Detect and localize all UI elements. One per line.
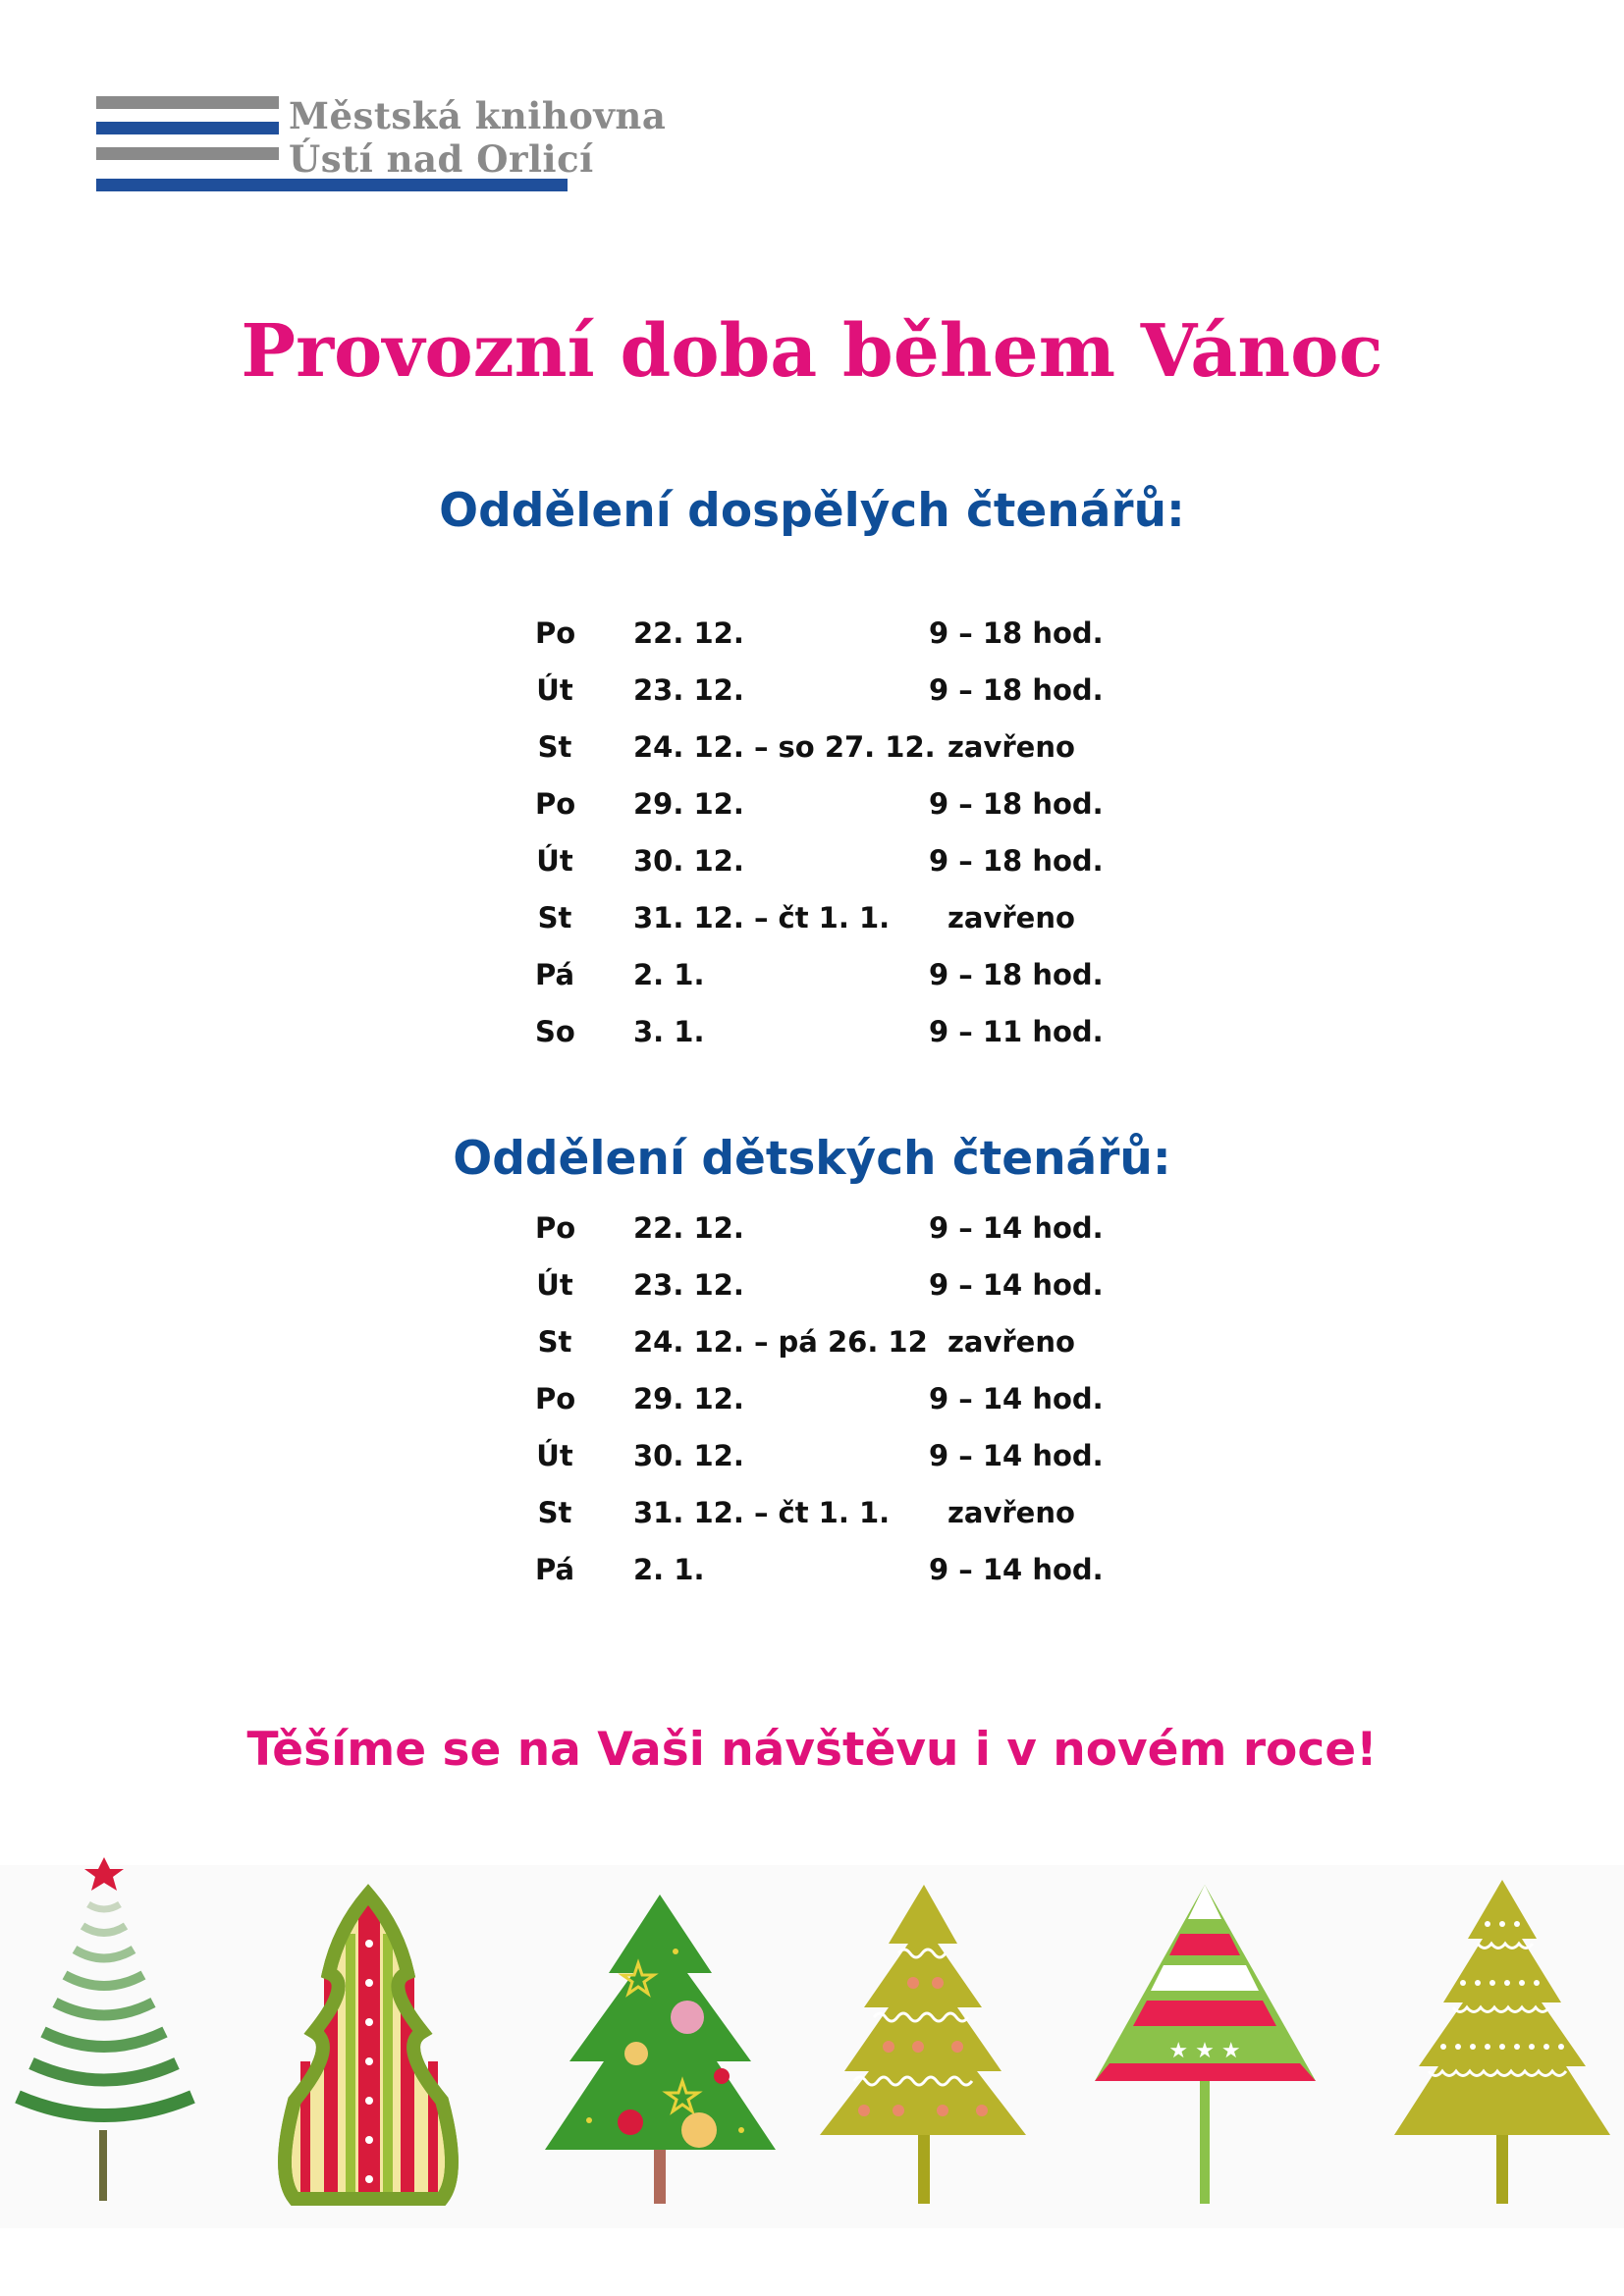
- row-date: 24. 12. – so 27. 12.: [633, 730, 936, 764]
- schedule-row: [0, 1549, 1624, 1606]
- row-date: 22. 12.: [633, 1211, 744, 1245]
- row-hours: zavřeno: [947, 1496, 1075, 1529]
- children-schedule: [0, 1207, 1624, 1606]
- logo-line-2: Ústí nad Orlicí: [289, 137, 594, 181]
- row-date: 2. 1.: [633, 1553, 705, 1586]
- row-day: St: [537, 1496, 572, 1529]
- row-hours: 9 – 14 hod.: [929, 1553, 1104, 1586]
- row-day: St: [537, 1325, 572, 1359]
- row-date: 30. 12.: [633, 1439, 744, 1472]
- logo-bar-gray-1: [96, 96, 279, 109]
- schedule-row: [0, 1435, 1624, 1492]
- schedule-row: [0, 1011, 1624, 1068]
- row-date: 2. 1.: [633, 958, 705, 991]
- row-hours: 9 – 14 hod.: [929, 1211, 1104, 1245]
- children-heading: Oddělení dětských čtenářů:: [453, 1132, 1171, 1186]
- row-date: 31. 12. – čt 1. 1.: [633, 1496, 891, 1529]
- row-hours: 9 – 11 hod.: [929, 1015, 1104, 1048]
- row-hours: 9 – 18 hod.: [929, 958, 1104, 991]
- closing-message: Těšíme se na Vaši návštěvu i v novém roce!: [246, 1723, 1378, 1777]
- row-date: 22. 12.: [633, 616, 744, 650]
- row-date: 30. 12.: [633, 844, 744, 878]
- page-title: Provozní doba během Vánoc: [241, 309, 1383, 394]
- row-day: Út: [536, 673, 573, 707]
- row-day: So: [535, 1015, 575, 1048]
- schedule-row: [0, 669, 1624, 726]
- row-date: 31. 12. – čt 1. 1.: [633, 901, 891, 934]
- row-hours: 9 – 18 hod.: [929, 787, 1104, 821]
- row-hours: 9 – 18 hod.: [929, 616, 1104, 650]
- row-day: St: [537, 901, 572, 934]
- schedule-row: [0, 783, 1624, 840]
- logo-bar-gray-2: [96, 147, 279, 160]
- row-hours: zavřeno: [947, 730, 1075, 764]
- row-date: 23. 12.: [633, 1268, 744, 1302]
- row-hours: 9 – 18 hod.: [929, 844, 1104, 878]
- row-hours: 9 – 14 hod.: [929, 1382, 1104, 1415]
- logo-bar-blue-1: [96, 122, 279, 134]
- schedule-row: [0, 1321, 1624, 1378]
- row-date: 3. 1.: [633, 1015, 705, 1048]
- row-day: Út: [536, 1268, 573, 1302]
- row-day: Pá: [535, 1553, 575, 1586]
- row-hours: 9 – 18 hod.: [929, 673, 1104, 707]
- row-day: St: [537, 730, 572, 764]
- schedule-row: [0, 897, 1624, 954]
- schedule-row: [0, 954, 1624, 1011]
- logo-line-1: Městská knihovna: [289, 94, 667, 137]
- schedule-row: [0, 840, 1624, 897]
- row-hours: 9 – 14 hod.: [929, 1268, 1104, 1302]
- schedule-row: [0, 1378, 1624, 1435]
- schedule-row: [0, 1492, 1624, 1549]
- row-date: 29. 12.: [633, 1382, 744, 1415]
- row-day: Út: [536, 1439, 573, 1472]
- christmas-trees-decoration: [0, 1836, 1624, 2228]
- row-hours: zavřeno: [947, 1325, 1075, 1359]
- schedule-row: [0, 613, 1624, 669]
- row-date: 23. 12.: [633, 673, 744, 707]
- svg-text:★ ★ ★: ★ ★ ★: [1168, 2039, 1241, 2063]
- row-date: 29. 12.: [633, 787, 744, 821]
- row-date: 24. 12. – pá 26. 12: [633, 1325, 928, 1359]
- row-day: Po: [535, 616, 576, 650]
- library-logo: [96, 94, 667, 202]
- row-day: Po: [535, 1382, 576, 1415]
- row-day: Pá: [535, 958, 575, 991]
- schedule-row: [0, 1207, 1624, 1264]
- schedule-row: [0, 726, 1624, 783]
- row-day: Po: [535, 787, 576, 821]
- row-hours: 9 – 14 hod.: [929, 1439, 1104, 1472]
- adults-schedule: [0, 613, 1624, 1068]
- row-hours: zavřeno: [947, 901, 1075, 934]
- adults-heading: Oddělení dospělých čtenářů:: [439, 484, 1185, 538]
- row-day: Út: [536, 844, 573, 878]
- schedule-row: [0, 1264, 1624, 1321]
- row-day: Po: [535, 1211, 576, 1245]
